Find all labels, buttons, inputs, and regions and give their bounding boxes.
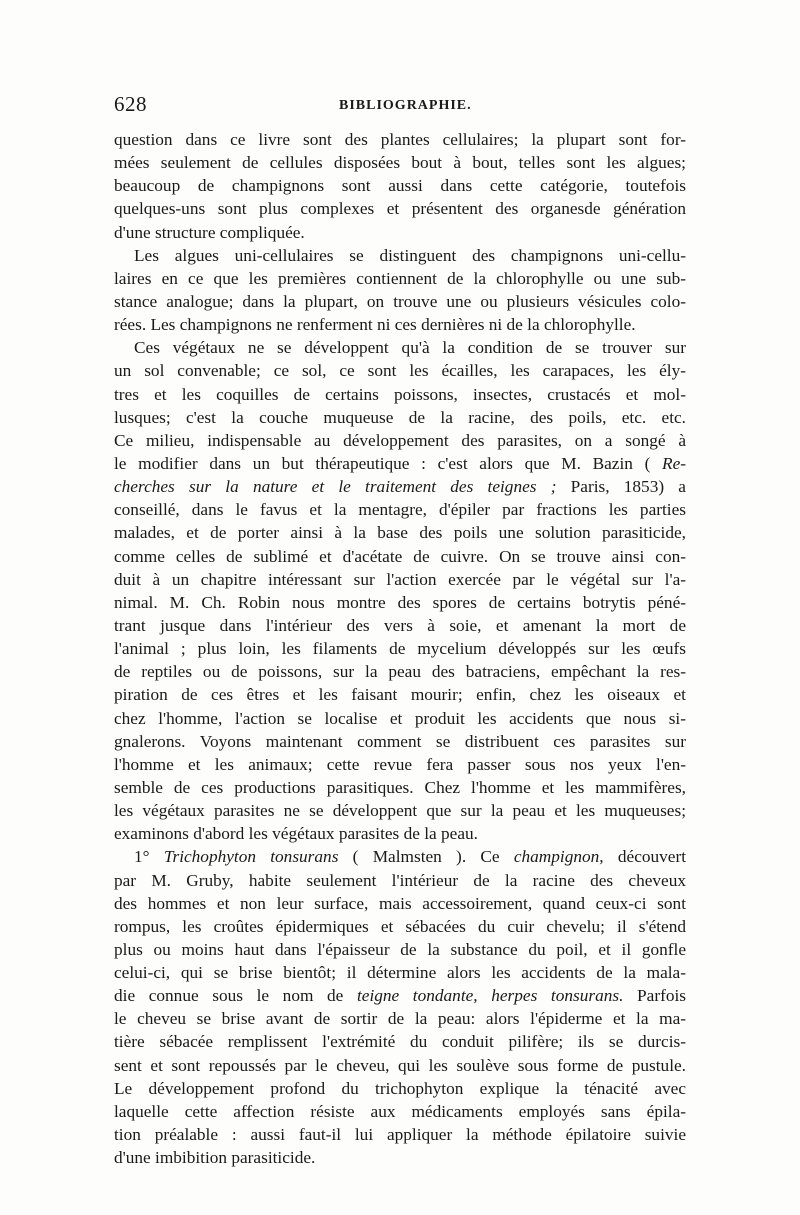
text-segment: de reptiles ou de poissons, sur la peau des batraciens, empêchant la res- bbox=[114, 662, 686, 682]
text-segment: sent et sont repoussés par le cheveu, qui les soulève sous forme de pustule. bbox=[114, 1055, 686, 1075]
text-segment: beaucoup de champignons sont aussi dans cette catégorie, toutefois bbox=[114, 176, 686, 196]
text-line bbox=[114, 406, 686, 429]
text-segment: plus ou moins haut dans l'épaisseur de la substance du poil, et il gonfle bbox=[114, 939, 686, 959]
text-line bbox=[114, 429, 686, 452]
text-segment: nimal. M. Ch. Robin nous montre des spores de certains botrytis péné- bbox=[114, 592, 686, 612]
text-segment: rompus, les croûtes épidermiques et sébacées du cuir chevelu; il s'étend bbox=[114, 916, 686, 936]
text-segment: le modifier dans un but thérapeutique : c'est alors que M. Bazin ( bbox=[114, 453, 663, 473]
text-line bbox=[114, 290, 686, 313]
text-line bbox=[114, 568, 686, 591]
text-line bbox=[114, 869, 686, 892]
text-segment: ( Malmsten ). Ce bbox=[338, 847, 514, 867]
text-segment: chez l'homme, l'action se localise et produit les accidents que nous si- bbox=[114, 708, 686, 728]
page-number: 628 bbox=[114, 92, 147, 116]
text-segment: Les algues uni-cellulaires se distinguent des champignons uni-cellu- bbox=[134, 245, 686, 265]
text-segment: Parfois bbox=[623, 986, 686, 1006]
text-line bbox=[114, 1100, 686, 1123]
text-line bbox=[114, 1077, 686, 1100]
text-segment: un sol convenable; ce sol, ce sont les écailles, les carapaces, les ély- bbox=[114, 361, 686, 381]
text-line bbox=[114, 799, 686, 822]
italic-text-segment: Trichophyton tonsurans bbox=[163, 847, 339, 867]
text-line bbox=[114, 336, 686, 359]
text-segment: examinons d'abord les végétaux parasites de la peau. bbox=[114, 824, 478, 844]
text-segment: d'une imbibition parasiticide. bbox=[114, 1148, 316, 1168]
text-segment: trant jusque dans l'intérieur des vers à soie, et amenant la mort de bbox=[114, 615, 686, 635]
text-segment: quelques-uns sont plus complexes et présentent des organesde génération bbox=[114, 199, 686, 219]
text-line bbox=[114, 313, 686, 336]
text-line bbox=[114, 683, 686, 706]
text-line bbox=[114, 545, 686, 568]
text-line bbox=[114, 244, 686, 267]
text-segment: tres et les coquilles de certains poissons, insectes, crustacés et mol- bbox=[114, 384, 686, 404]
text-line bbox=[114, 776, 686, 799]
text-segment: mées seulement de cellules disposées bout à bout, telles sont les algues; bbox=[114, 153, 686, 173]
italic-text-segment: Re- bbox=[662, 453, 686, 473]
text-segment: celui-ci, qui se brise bientôt; il détermine alors les accidents de la mala- bbox=[114, 963, 686, 983]
text-line bbox=[114, 961, 686, 984]
text-segment: laquelle cette affection résiste aux médicaments employés sans épila- bbox=[114, 1101, 686, 1121]
text-segment: Paris, 1853) a bbox=[556, 477, 686, 497]
text-line bbox=[114, 707, 686, 730]
text-segment: tion préalable : aussi faut-il lui appliquer la méthode épilatoire suivie bbox=[114, 1125, 686, 1145]
text-line bbox=[114, 753, 686, 776]
text-segment: Ces végétaux ne se développent qu'à la condition de se trouver sur bbox=[134, 338, 686, 358]
page-header bbox=[114, 92, 686, 122]
text-segment: comme celles de sublimé et d'acétate de cuivre. On se trouve ainsi con- bbox=[114, 546, 686, 566]
text-segment: Ce milieu, indispensable au développement des parasites, on a songé à bbox=[114, 430, 686, 450]
text-line bbox=[114, 151, 686, 174]
text-line bbox=[114, 614, 686, 637]
text-line bbox=[114, 1123, 686, 1146]
text-line bbox=[114, 221, 686, 244]
text-segment: question dans ce livre sont des plantes cellulaires; la plupart sont for- bbox=[114, 130, 686, 149]
italic-text-segment: cherches sur la nature et le traitement des teignes ; bbox=[114, 477, 557, 497]
text-line bbox=[114, 822, 686, 845]
text-line bbox=[114, 521, 686, 544]
text-segment: les végétaux parasites ne se développent que sur la peau et les muqueuses; bbox=[114, 801, 686, 821]
text-line bbox=[114, 591, 686, 614]
text-line bbox=[114, 383, 686, 406]
text-line bbox=[114, 730, 686, 753]
text-line bbox=[114, 984, 686, 1007]
text-line bbox=[114, 1054, 686, 1077]
text-segment: l'animal ; plus loin, les filaments de mycelium développés sur les œufs bbox=[114, 639, 686, 659]
text-segment: piration de ces êtres et les faisant mourir; enfin, chez les oiseaux et bbox=[114, 685, 686, 705]
text-segment: Le développement profond du trichophyton explique la ténacité avec bbox=[114, 1078, 686, 1098]
text-line bbox=[114, 197, 686, 220]
text-line bbox=[114, 475, 686, 498]
italic-text-segment: champignon, bbox=[513, 847, 604, 867]
text-line bbox=[114, 174, 686, 197]
text-line bbox=[114, 452, 686, 475]
text-segment: stance analogue; dans la plupart, on trouve une ou plusieurs vésicules colo- bbox=[114, 291, 686, 311]
text-line bbox=[114, 1146, 686, 1169]
text-line bbox=[114, 938, 686, 961]
text-line bbox=[114, 498, 686, 521]
text-segment: 1° bbox=[134, 847, 164, 867]
running-title: BIBLIOGRAPHIE. bbox=[339, 98, 472, 113]
text-segment: lusques; c'est la couche muqueuse de la racine, des poils, etc. etc. bbox=[114, 407, 686, 427]
text-segment: duit à un chapitre intéressant sur l'action exercée par le végétal sur l'a- bbox=[114, 569, 686, 589]
text-line bbox=[114, 359, 686, 382]
text-line bbox=[114, 915, 686, 938]
text-segment: rées. Les champignons ne renferment ni ces dernières ni de la chlorophylle. bbox=[114, 315, 636, 335]
text-segment: gnalerons. Voyons maintenant comment se distribuent ces parasites sur bbox=[114, 731, 686, 751]
text-line bbox=[114, 637, 686, 660]
text-segment: laires en ce que les premières contiennent de la chlorophylle ou une sub- bbox=[114, 268, 686, 288]
text-segment: die connue sous le nom de bbox=[114, 986, 357, 1006]
text-segment: d'une structure compliquée. bbox=[114, 222, 305, 242]
text-segment: malades, et de porter ainsi à la base des poils une solution parasiticide, bbox=[114, 523, 686, 543]
text-segment: le cheveu se brise avant de sortir de la peau: alors l'épiderme et la ma- bbox=[114, 1009, 686, 1029]
text-segment: des hommes et non leur surface, mais accessoirement, quand ceux-ci sont bbox=[114, 893, 686, 913]
text-segment: tière sébacée remplissent l'extrémité du conduit pilifère; ils se durcis- bbox=[114, 1032, 686, 1052]
text-segment: découvert bbox=[603, 847, 687, 867]
text-line bbox=[114, 267, 686, 290]
text-segment: conseillé, dans le favus et la mentagre, d'épiler par fractions les parties bbox=[114, 500, 686, 520]
text-segment: semble de ces productions parasitiques. Chez l'homme et les mammifères, bbox=[114, 777, 686, 797]
text-line bbox=[114, 660, 686, 683]
text-line bbox=[114, 892, 686, 915]
text-line bbox=[114, 1030, 686, 1053]
text-line bbox=[114, 845, 686, 868]
text-line bbox=[114, 1007, 686, 1030]
text-segment: par M. Gruby, habite seulement l'intérieur de la racine des cheveux bbox=[114, 870, 686, 890]
text-segment: l'homme et les animaux; cette revue fera passer sous nos yeux l'en- bbox=[114, 754, 686, 774]
italic-text-segment: teigne tondante, herpes tonsurans. bbox=[356, 986, 624, 1006]
body-text bbox=[114, 128, 686, 1169]
text-line bbox=[114, 128, 686, 151]
